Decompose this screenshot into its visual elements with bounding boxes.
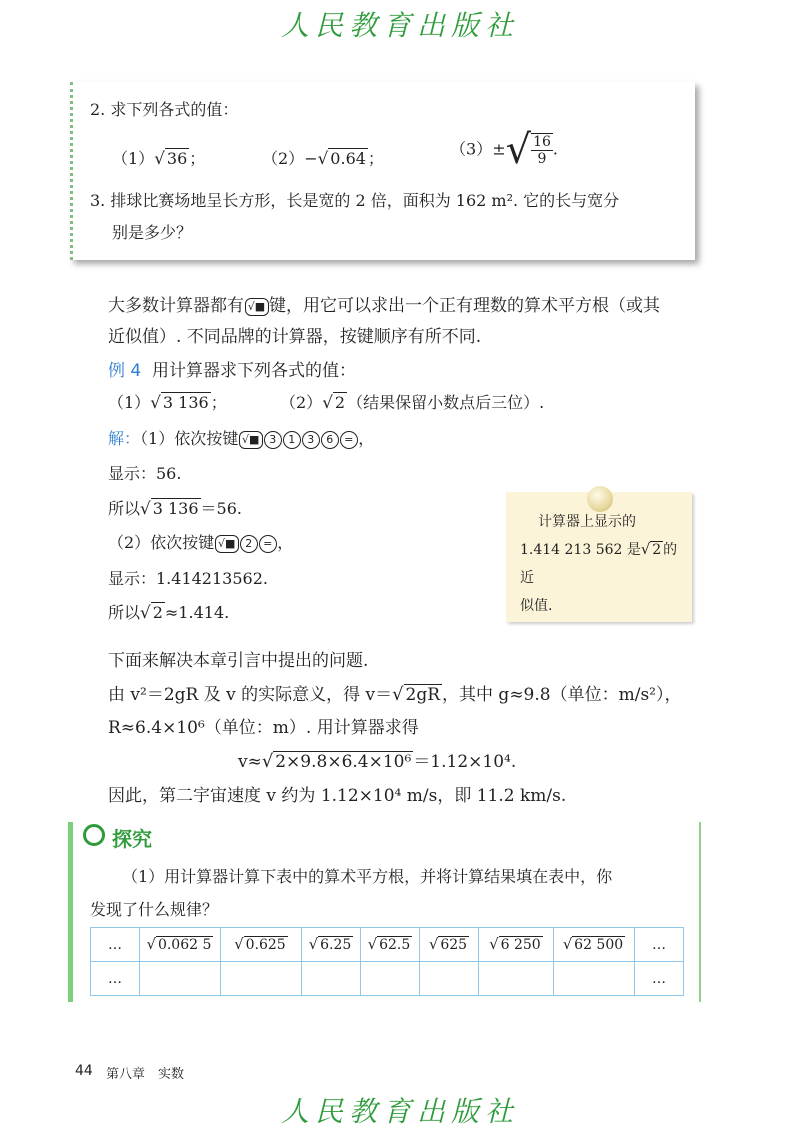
table-row — [91, 928, 684, 962]
chapter-label: 第八章 实数 — [106, 1067, 185, 1082]
exercise-3-line-2: 别是多少？ — [112, 223, 193, 242]
conclusion: 因此，第二宇宙速度 v 约为 1.12×10⁴ m/s，即 11.2 km/s. — [108, 786, 567, 806]
note-line-3: 似值. — [520, 598, 553, 614]
publisher-footer: 人民教育出版社 — [280, 1095, 519, 1128]
paragraph-intro-problem: 下面来解决本章引言中提出的问题. — [108, 651, 369, 671]
sqrt-key-icon: √■ — [215, 535, 239, 553]
key-1-icon: 1 — [283, 431, 301, 449]
pushpin-icon — [587, 486, 613, 512]
table-cell: √ 62 500 — [554, 928, 635, 962]
solution-label: 解： — [108, 429, 141, 448]
paragraph-velocity-2: R≈6.4×10⁶（单位：m）. 用计算器求得 — [108, 718, 419, 738]
display-result-2: 显示：1.414213562. — [108, 569, 268, 588]
table-cell[interactable] — [221, 962, 302, 996]
key-3-icon: 3 — [264, 431, 282, 449]
exercise-2-item-3: （3）±√ $\frac{16}{9}$ . — [450, 127, 559, 173]
note-line-2: 1.414 213 562 是√ 2 的近 — [520, 541, 678, 586]
explore-icon — [83, 824, 105, 846]
paragraph-velocity-1: 由 v²＝2gR 及 v 的实际意义，得 v＝√ 2gR ，其中 g≈9.8（单位：m/s²）， — [108, 684, 682, 705]
exercise-2-item-2: （2）−√ 0.64 ； — [262, 148, 384, 168]
table-cell: … — [635, 962, 684, 996]
table-cell: √ 62.5 — [361, 928, 420, 962]
key-6-icon: 6 — [321, 431, 339, 449]
key-equals-icon: = — [340, 431, 358, 449]
key-3-icon: 3 — [302, 431, 320, 449]
key-equals-icon: = — [259, 535, 277, 553]
solution-part-2: （2）依次按键 √■ 2 = ， — [108, 533, 294, 552]
table-cell: √ 0.625 — [221, 928, 302, 962]
explore-title: 探究 — [112, 827, 152, 851]
sqrt-key-icon: √■ — [239, 431, 263, 449]
table-cell: √ 6.25 — [302, 928, 361, 962]
therefore-1: 所以√ 3 136 ＝56. — [108, 498, 242, 518]
example-label: 例 4 — [108, 361, 142, 381]
table-cell: … — [635, 928, 684, 962]
note-line-1: 计算器上显示的 — [538, 514, 636, 530]
table-cell[interactable] — [554, 962, 635, 996]
table-cell: √ 6 250 — [479, 928, 554, 962]
table-row — [91, 962, 684, 996]
example-4-item-1: （1）√ 3 136 ； — [108, 392, 227, 412]
velocity-formula: v≈√ 2×9.8×6.4×10⁶ ＝1.12×10⁴. — [238, 751, 517, 772]
display-result-1: 显示：56. — [108, 464, 182, 483]
explore-line-1: （1）用计算器计算下表中的算术平方根，并将计算结果填在表中，你 — [122, 867, 613, 886]
key-2-icon: 2 — [240, 535, 258, 553]
table-cell[interactable] — [361, 962, 420, 996]
explore-line-2: 发现了什么规律？ — [90, 900, 219, 919]
publisher-header: 人民教育出版社 — [280, 9, 519, 42]
table-cell: √ 625 — [420, 928, 479, 962]
therefore-2: 所以√ 2 ≈1.414. — [108, 602, 230, 622]
table-cell: … — [91, 962, 140, 996]
square-root-table — [90, 927, 684, 996]
sqrt-key-icon: √■ — [245, 298, 269, 316]
solution-part-1: 解：（1）依次按键 √■ 3 1 3 6 = ， — [108, 429, 375, 448]
exercise-2-item-1: （1）√ 36 ； — [112, 148, 206, 168]
table-cell: √ 0.062 5 — [140, 928, 221, 962]
table-cell[interactable] — [420, 962, 479, 996]
table-cell[interactable] — [140, 962, 221, 996]
paragraph-calculator: 大多数计算器都有 √■ 键，用它可以求出一个正有理数的算术平方根（或其 — [108, 296, 660, 316]
exercise-2-intro: 2. 求下列各式的值： — [90, 100, 239, 119]
table-cell[interactable] — [479, 962, 554, 996]
table-cell: … — [91, 928, 140, 962]
example-4-heading: 例 4 用计算器求下列各式的值： — [108, 361, 357, 381]
example-4-item-2: （2）√ 2 （结果保留小数点后三位）. — [280, 392, 545, 412]
page-number: 44 — [75, 1063, 93, 1079]
table-cell[interactable] — [302, 962, 361, 996]
paragraph-calculator-line-2: 近似值）. 不同品牌的计算器，按键顺序有所不同. — [108, 327, 482, 347]
exercise-3-line-1: 3. 排球比赛场地呈长方形，长是宽的 2 倍，面积为 162 m². 它的长与宽分 — [90, 191, 620, 210]
